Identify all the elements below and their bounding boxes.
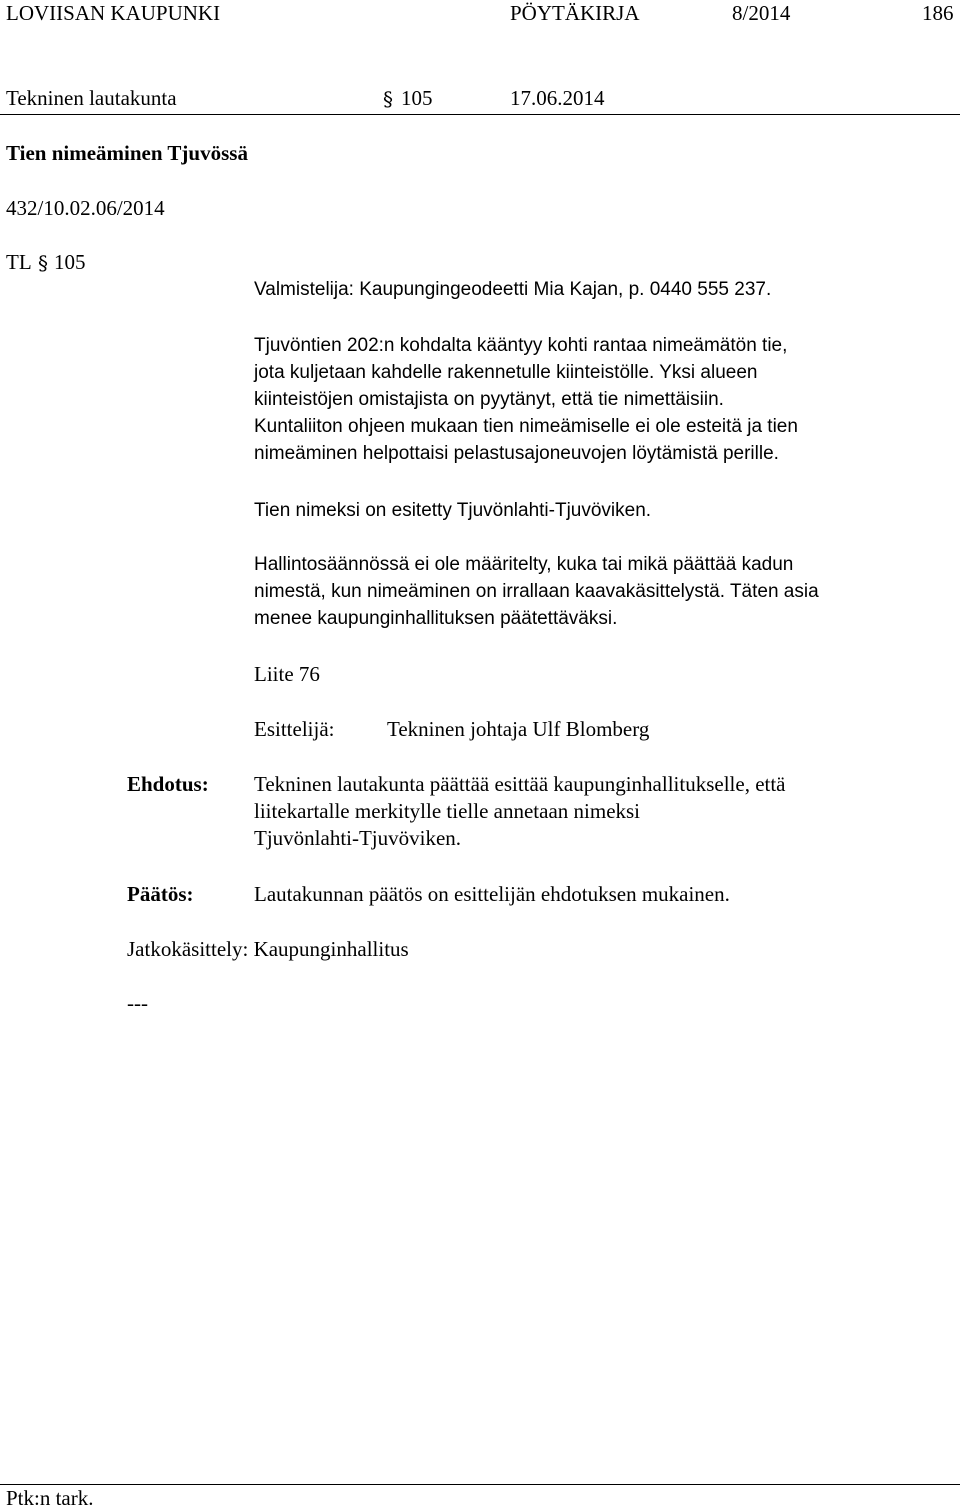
presenter-label: Esittelijä: — [254, 717, 335, 741]
paragraph-line: nimestä, kun nimeäminen on irrallaan kaavakäsittelystä. Täten asia — [254, 581, 819, 602]
preparer-line: Valmistelija: Kaupungingeodeetti Mia Kajan, p. 0440 555 237. — [254, 279, 772, 300]
meeting-section-number: 105 — [401, 86, 433, 110]
meeting-date: 17.06.2014 — [510, 86, 605, 110]
header-divider — [0, 114, 960, 115]
end-separator: --- — [127, 991, 148, 1015]
authority-paragraph — [254, 551, 944, 632]
header-issue: 8/2014 — [732, 1, 791, 25]
footer-divider — [0, 1484, 960, 1485]
name-proposal-paragraph: Tien nimeksi on esitetty Tjuvönlahti-Tjuvöviken. — [254, 500, 652, 521]
background-paragraph — [254, 332, 944, 467]
header-page-number: 186 — [922, 1, 954, 25]
attachment-reference: Liite 76 — [254, 662, 320, 686]
section-sign-icon: § — [383, 87, 393, 111]
decision-value: Lautakunnan päätös on esittelijän ehdotuksen mukainen. — [254, 882, 730, 906]
reference-number: 105 — [54, 250, 86, 274]
paragraph-line: Kuntaliiton ohjeen mukaan tien nimeämiselle ei ole esteitä ja tien — [254, 416, 798, 437]
further-handling: Jatkokäsittely: Kaupunginhallitus — [127, 937, 409, 961]
paragraph-line: Hallintosäännössä ei ole määritelty, kuka tai mikä päättää kadun — [254, 554, 794, 575]
decision-label: Päätös: — [127, 882, 194, 906]
reference-section-sign-icon: § — [38, 251, 48, 275]
paragraph-line: Tjuvöntien 202:n kohdalta kääntyy kohti rantaa nimeämätön tie, — [254, 335, 788, 356]
subject-title: Tien nimeäminen Tjuvössä — [6, 141, 248, 165]
proposal-line: Tekninen lautakunta päättää esittää kaupunginhallitukselle, että — [254, 772, 786, 796]
paragraph-line: menee kaupunginhallituksen päätettäväksi. — [254, 608, 618, 629]
meeting-body: Tekninen lautakunta — [6, 86, 177, 110]
proposal-line: Tjuvönlahti-Tjuvöviken. — [254, 826, 462, 850]
minutes-checkers-label: Ptk:n tark. — [6, 1486, 94, 1510]
file-number: 432/10.02.06/2014 — [6, 196, 165, 220]
header-doc-type: PÖYTÄKIRJA — [510, 1, 640, 25]
presenter-value: Tekninen johtaja Ulf Blomberg — [387, 717, 650, 741]
header-org: LOVIISAN KAUPUNKI — [6, 1, 221, 25]
paragraph-line: jota kuljetaan kahdelle rakennetulle kiinteistölle. Yksi alueen — [254, 362, 758, 383]
paragraph-line: kiinteistöjen omistajista on pyytänyt, että tie nimettäisiin. — [254, 389, 724, 410]
proposal-text — [254, 771, 944, 852]
paragraph-line: nimeäminen helpottaisi pelastusajoneuvojen löytämistä perille. — [254, 443, 779, 464]
proposal-label: Ehdotus: — [127, 772, 209, 796]
reference-prefix: TL — [6, 250, 32, 274]
proposal-line: liitekartalle merkitylle tielle annetaan nimeksi — [254, 799, 641, 823]
